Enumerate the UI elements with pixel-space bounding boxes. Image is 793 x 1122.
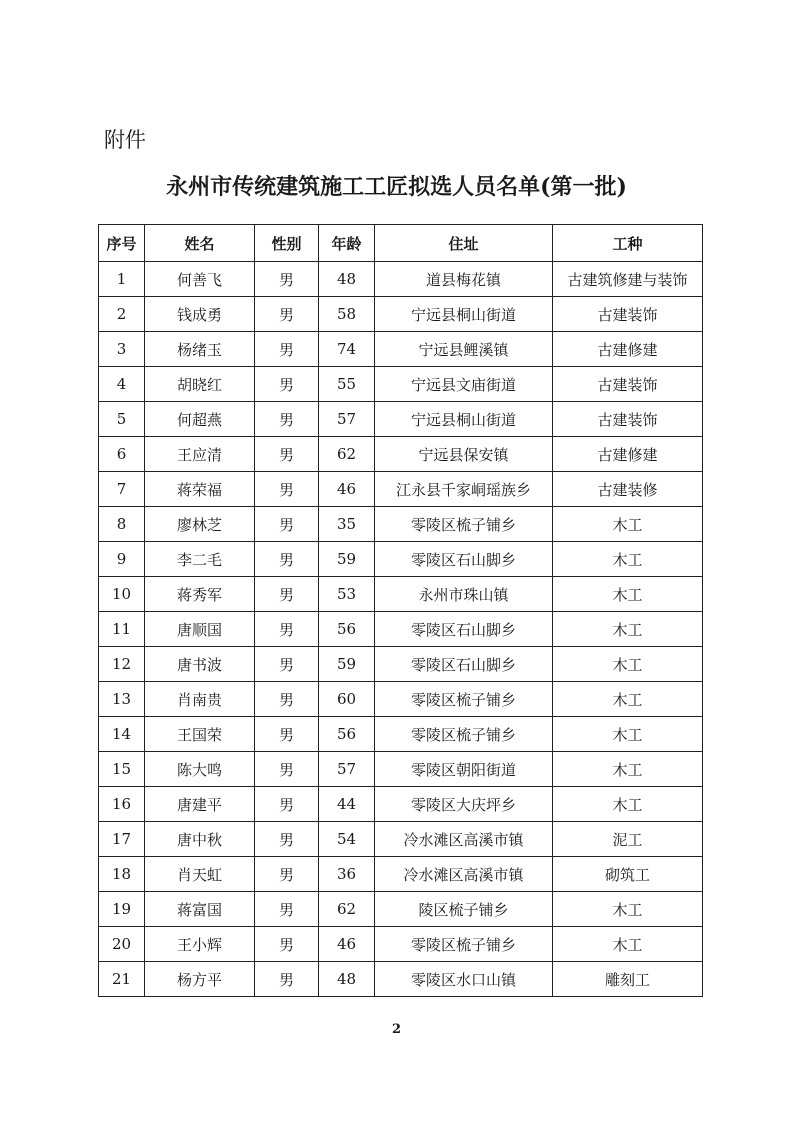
cell-index: 13 [99,682,145,717]
cell-age: 35 [319,507,375,542]
cell-gender: 男 [255,472,319,507]
cell-address: 宁远县桐山街道 [375,297,553,332]
table-row [99,437,703,472]
cell-gender: 男 [255,962,319,997]
cell-gender: 男 [255,717,319,752]
cell-gender: 男 [255,262,319,297]
cell-index: 11 [99,612,145,647]
cell-name: 杨方平 [145,962,255,997]
cell-address: 零陵区梳子铺乡 [375,927,553,962]
craftsmen-table [98,224,703,997]
table-row [99,647,703,682]
cell-age: 62 [319,437,375,472]
cell-address: 宁远县文庙街道 [375,367,553,402]
cell-name: 杨绪玉 [145,332,255,367]
cell-age: 58 [319,297,375,332]
table-row [99,542,703,577]
cell-age: 59 [319,647,375,682]
table-row [99,892,703,927]
table-row [99,857,703,892]
cell-age: 57 [319,752,375,787]
cell-trade: 木工 [553,752,703,787]
cell-gender: 男 [255,612,319,647]
cell-address: 道县梅花镇 [375,262,553,297]
cell-trade: 木工 [553,787,703,822]
cell-name: 陈大鸣 [145,752,255,787]
cell-name: 胡晓红 [145,367,255,402]
cell-age: 44 [319,787,375,822]
cell-address: 零陵区石山脚乡 [375,647,553,682]
header-index: 序号 [99,225,145,262]
cell-index: 6 [99,437,145,472]
header-trade: 工种 [553,225,703,262]
cell-name: 王国荣 [145,717,255,752]
cell-gender: 男 [255,892,319,927]
cell-address: 冷水滩区高溪市镇 [375,857,553,892]
cell-trade: 木工 [553,507,703,542]
cell-trade: 木工 [553,682,703,717]
table-row [99,822,703,857]
cell-name: 唐书波 [145,647,255,682]
cell-index: 4 [99,367,145,402]
cell-name: 蒋富国 [145,892,255,927]
cell-trade: 古建装饰 [553,367,703,402]
cell-address: 零陵区石山脚乡 [375,612,553,647]
cell-name: 何善飞 [145,262,255,297]
cell-index: 19 [99,892,145,927]
cell-gender: 男 [255,297,319,332]
cell-trade: 泥工 [553,822,703,857]
cell-address: 零陵区朝阳街道 [375,752,553,787]
table-row [99,577,703,612]
table-row [99,402,703,437]
cell-trade: 古建装修 [553,472,703,507]
table-row [99,612,703,647]
cell-gender: 男 [255,367,319,402]
cell-gender: 男 [255,927,319,962]
cell-age: 48 [319,262,375,297]
cell-gender: 男 [255,332,319,367]
header-address: 住址 [375,225,553,262]
table-header-row [99,225,703,262]
cell-index: 3 [99,332,145,367]
cell-trade: 古建修建 [553,332,703,367]
cell-index: 1 [99,262,145,297]
attachment-label: 附件 [104,128,146,152]
cell-index: 17 [99,822,145,857]
cell-address: 零陵区梳子铺乡 [375,682,553,717]
cell-name: 唐中秋 [145,822,255,857]
cell-name: 唐建平 [145,787,255,822]
cell-age: 53 [319,577,375,612]
table-row [99,927,703,962]
cell-trade: 砌筑工 [553,857,703,892]
cell-trade: 古建修建 [553,437,703,472]
table-row [99,262,703,297]
table-row [99,787,703,822]
cell-gender: 男 [255,787,319,822]
table-row [99,332,703,367]
document-title: 永州市传统建筑施工工匠拟选人员名单(第一批) [166,174,627,200]
cell-address: 零陵区梳子铺乡 [375,717,553,752]
cell-index: 7 [99,472,145,507]
cell-address: 宁远县保安镇 [375,437,553,472]
cell-address: 永州市珠山镇 [375,577,553,612]
cell-age: 57 [319,402,375,437]
cell-age: 55 [319,367,375,402]
cell-age: 46 [319,472,375,507]
cell-address: 冷水滩区高溪市镇 [375,822,553,857]
cell-trade: 古建装饰 [553,402,703,437]
cell-name: 肖天虹 [145,857,255,892]
cell-gender: 男 [255,857,319,892]
cell-age: 36 [319,857,375,892]
cell-index: 21 [99,962,145,997]
cell-age: 56 [319,717,375,752]
cell-index: 16 [99,787,145,822]
cell-gender: 男 [255,647,319,682]
cell-index: 5 [99,402,145,437]
cell-name: 李二毛 [145,542,255,577]
cell-name: 蒋秀军 [145,577,255,612]
cell-address: 陵区梳子铺乡 [375,892,553,927]
cell-gender: 男 [255,542,319,577]
cell-address: 江永县千家峒瑶族乡 [375,472,553,507]
cell-age: 56 [319,612,375,647]
cell-name: 何超燕 [145,402,255,437]
cell-age: 46 [319,927,375,962]
cell-trade: 古建装饰 [553,297,703,332]
cell-gender: 男 [255,752,319,787]
cell-index: 9 [99,542,145,577]
cell-name: 蒋荣福 [145,472,255,507]
table-body [99,262,703,997]
cell-name: 王小辉 [145,927,255,962]
cell-address: 零陵区大庆坪乡 [375,787,553,822]
cell-gender: 男 [255,822,319,857]
cell-trade: 古建筑修建与装饰 [553,262,703,297]
cell-index: 20 [99,927,145,962]
cell-index: 18 [99,857,145,892]
cell-index: 10 [99,577,145,612]
header-name: 姓名 [145,225,255,262]
cell-trade: 木工 [553,542,703,577]
cell-age: 48 [319,962,375,997]
cell-gender: 男 [255,437,319,472]
header-gender: 性别 [255,225,319,262]
cell-name: 钱成勇 [145,297,255,332]
cell-gender: 男 [255,507,319,542]
cell-gender: 男 [255,577,319,612]
cell-trade: 木工 [553,892,703,927]
table-row [99,507,703,542]
cell-index: 2 [99,297,145,332]
cell-name: 王应清 [145,437,255,472]
cell-address: 零陵区梳子铺乡 [375,507,553,542]
cell-age: 62 [319,892,375,927]
table-row [99,297,703,332]
cell-index: 14 [99,717,145,752]
cell-index: 8 [99,507,145,542]
cell-address: 零陵区石山脚乡 [375,542,553,577]
cell-age: 74 [319,332,375,367]
table-row [99,472,703,507]
cell-index: 12 [99,647,145,682]
cell-name: 肖南贵 [145,682,255,717]
table-row [99,682,703,717]
cell-trade: 木工 [553,577,703,612]
cell-age: 59 [319,542,375,577]
header-age: 年龄 [319,225,375,262]
cell-trade: 木工 [553,717,703,752]
cell-gender: 男 [255,402,319,437]
table-row [99,962,703,997]
cell-name: 唐顺国 [145,612,255,647]
cell-age: 54 [319,822,375,857]
cell-address: 宁远县桐山街道 [375,402,553,437]
cell-address: 零陵区水口山镇 [375,962,553,997]
page-number: 2 [391,1022,402,1037]
cell-age: 60 [319,682,375,717]
cell-gender: 男 [255,682,319,717]
cell-trade: 雕刻工 [553,962,703,997]
cell-name: 廖林芝 [145,507,255,542]
cell-index: 15 [99,752,145,787]
cell-address: 宁远县鲤溪镇 [375,332,553,367]
cell-trade: 木工 [553,612,703,647]
cell-trade: 木工 [553,927,703,962]
table-row [99,717,703,752]
table-row [99,367,703,402]
table-row [99,752,703,787]
cell-trade: 木工 [553,647,703,682]
